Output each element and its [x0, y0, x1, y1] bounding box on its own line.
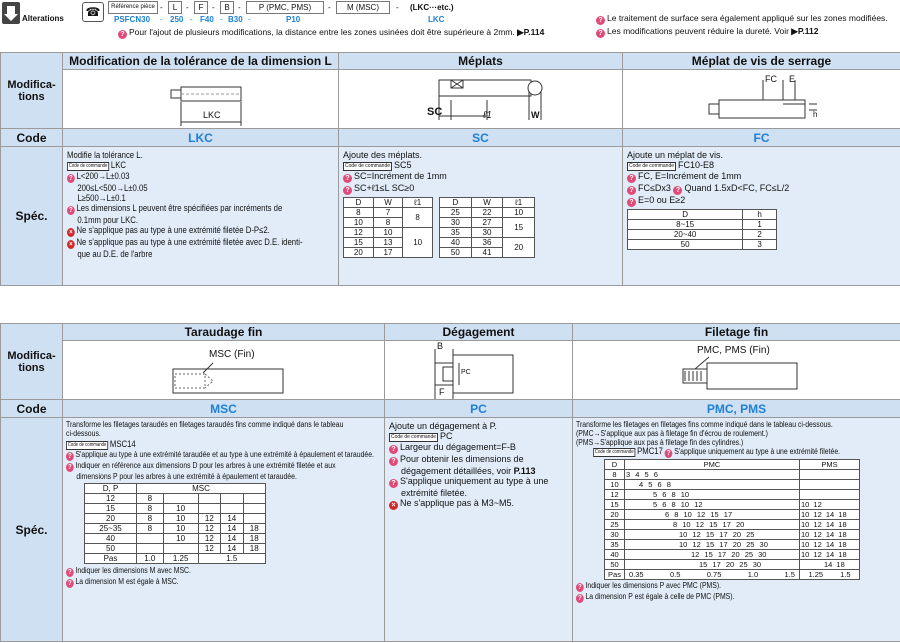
fig-lkc [63, 70, 339, 129]
seg-etc: (LKC···etc.) [410, 3, 454, 12]
ex-b: B30 [228, 15, 243, 24]
note-icon: ? [665, 449, 673, 458]
title-pmc: Filetage fin [573, 324, 900, 341]
note-icon: ? [343, 174, 352, 183]
right-note-1: ? Le traitement de surface sera également appliqué sur les zones modifiées. [596, 13, 888, 25]
see-icon: ▶ [791, 26, 798, 36]
lkc-label: LKC [203, 110, 221, 120]
pmc-table: D PMC PMS 8 3 4 5 6 10 4 5 6 8 12 5 6 8 10 15 5 6 8 10 12 10 12 20 6 8 10 12 15 17 10 12 14 18 25 8 10 12 15 17 20 10 12 14 18 30 10 12 15 17 20 25 10 12 14 18 35 10 12 15 17 20 25 30 10 12 14 18 40 12 15 17 20 25 30 10 12 14 18 50 15 17 20 25 30 14 18 Pas 0.35 0.5 0.75 1.0 1.5 1.25 1.5 [604, 459, 860, 580]
fig-pc [385, 341, 573, 400]
row-code-2: Code [1, 400, 63, 418]
title-msc: Taraudage fin [63, 324, 385, 341]
spec-lkc: Modifie la tolérance L. Code de commande LKC ? L<200→L±0.03 200≤L<500→L±0.05 L≥500→L±0.1 ? Les dimensions L peuvent être spécifiées par incréments de 0.1mm pour LKC. × Ne s'applique pas au type à une extrémité filetée D-P≤2. × Ne s'applique pas au type à une extrémité filetée avec D.E. identi- que au D.E. de l'arbre [63, 147, 339, 286]
ex-part: PSFCN30 [114, 15, 151, 24]
fig-fc [623, 70, 900, 129]
note-icon: ? [66, 579, 74, 588]
note-icon: ? [118, 30, 127, 39]
fig-sc [339, 70, 623, 129]
right-note-2: ? Les modifications peuvent réduire la dureté. Voir ▶P.112 [596, 26, 819, 38]
note-icon: ? [343, 186, 352, 195]
sc-table-left: D W ℓ1 8 7 8 10 8 12 10 10 15 13 20 17 [343, 197, 433, 258]
prohibited-icon: × [67, 228, 75, 237]
code-msc: MSC [63, 400, 385, 418]
spec-sc: Ajoute des méplats. Code de commande SC5 ? SC=Incrément de 1mm ? SC+ℓ1≤L SC≥0 D W ℓ1 8 7 8 10 8 12 10 10 15 13 20 17 D W ℓ1 25 22 10 30 27 15 35 30 40 36 20 50 41 [339, 147, 623, 286]
spec-msc: Transforme les filetages taraudés en filetages taraudés fins comme indiqué dans le tableau ci-dessous. Code de commande MSC14 ? S'applique au type à une extrémité taraudée et au type à une extrémité à épaulement et taraudée. ? Indiquer en référence aux dimensions D pour les arbres à une extrémité filetée et aux dimensions P pour les arbres à une extrémité à épaulement et taraudée. D, P MSC 12 8 15 8 10 20 8 10 12 14 25~35 8 10 12 14 18 40 10 12 14 18 50 12 14 18 Pas 1.0 1.25 1.5 ? Indiquer les dimensions M avec MSC. ? La dimension M est égale à MSC. [63, 418, 385, 642]
note-icon: ? [389, 457, 398, 466]
msc-table: D, P MSC 12 8 15 8 10 20 8 10 12 14 25~35 8 10 12 14 18 40 10 12 14 18 50 12 14 18 Pas 1.0 1.25 1.5 [84, 483, 266, 564]
row-modifications: Modifica-tions [1, 53, 63, 129]
sc-drawing [339, 70, 623, 128]
sc-table-right: D W ℓ1 25 22 10 30 27 15 35 30 40 36 20 50 41 [439, 197, 535, 258]
row-spec: Spéc. [1, 147, 63, 286]
ex-f: F40 [200, 15, 214, 24]
ex-lkc: LKC [428, 15, 445, 24]
b-label: B [437, 341, 444, 351]
w-label: W [531, 110, 540, 120]
title-lkc: Modification de la tolérance de la dimension L [63, 53, 339, 70]
see-icon: ▶ [517, 27, 524, 37]
fig-pmc [573, 341, 900, 400]
note-icon: ? [389, 479, 398, 488]
seg-p: P (PMC, PMS) [246, 1, 324, 14]
header-note: ? Pour l'ajout de plusieurs modifications, la distance entre les zones usinées doit être supérieure à 2mm. ▶P.114 [118, 27, 544, 39]
msc-label: MSC (Fin) [209, 349, 255, 360]
f-label: F [439, 387, 445, 397]
code-lkc: LKC [63, 129, 339, 147]
fc-label: FC [765, 74, 777, 84]
pc-label: PC [461, 369, 471, 376]
fc-drawing [623, 70, 900, 128]
note-icon: ? [67, 206, 75, 215]
note-icon: ? [627, 198, 636, 207]
fc-table: D h 8~15 1 20~40 2 50 3 [627, 209, 777, 250]
seg-b: B [220, 1, 234, 14]
e-label: E [789, 74, 796, 84]
prohibited-icon: × [389, 501, 398, 510]
sc-label: SC [427, 106, 443, 118]
pmc-label: PMC, PMS (Fin) [697, 345, 770, 356]
header: Alterations ☎ Référence pièce - L - F - B - P (PMC, PMS) - M (MSC) - (LKC···etc.) PSFCN30 - 250 - F40 - B30 - P10 LKC ? Pour l'ajout de plusieurs modifications, la distance entre les zones usinées doit être supérieure à 2mm. ▶P.114 ? Le traitement de surface sera également appliqué sur les zones modifiées. ? Les modifications peuvent réduire la dureté. Voir ▶P.112 [0, 0, 900, 50]
alterations-icon [2, 2, 20, 24]
note-icon: ? [389, 445, 398, 454]
note-icon: ? [627, 186, 636, 195]
note-icon: ? [596, 16, 605, 25]
note-icon: ? [66, 568, 74, 577]
title-sc: Méplats [339, 53, 623, 70]
note-icon: ? [673, 186, 682, 195]
spec-fc: Ajoute un méplat de vis. Code de commande FC10-E8 ? FC, E=Incrément de 1mm ? FC≤Dx3 ? Quand 1.5xD<FC, FC≤L/2 ? E=0 ou E≥2 D h 8~15 1 20~40 2 50 3 [623, 147, 900, 286]
l1-label: ℓ1 [483, 110, 492, 121]
code-pmc: PMC, PMS [573, 400, 900, 418]
alterations-label: Alterations [22, 14, 64, 23]
h-label: h [813, 110, 818, 119]
ex-p: P10 [286, 15, 301, 24]
note-icon: ? [596, 29, 605, 38]
prohibited-icon: × [67, 240, 75, 249]
seg-f: F [194, 1, 208, 14]
bottom-table [0, 323, 900, 642]
note-icon: ? [66, 452, 74, 461]
ex-l: 250 [170, 15, 184, 24]
note-icon: ? [67, 174, 75, 183]
lkc-drawing [63, 70, 339, 128]
pc-drawing [385, 341, 573, 399]
row-code: Code [1, 129, 63, 147]
spec-pmc: Transforme les filetages en filetages fins comme indiqué dans le tableau ci-dessous. (PMC→S'applique aux pas à filetage fin d'écrou de roulement.) (PMS→S'applique aux pas à filetage fin des cylindres.) Code de commande PMC17 ? S'applique uniquement au type à une extrémité filetée. D PMC PMS 8 3 4 5 6 10 4 5 6 8 12 5 6 8 10 15 5 6 8 10 12 10 12 20 6 8 10 12 15 17 10 12 14 18 25 8 10 12 15 17 20 10 12 14 18 30 10 12 15 17 20 25 10 12 14 18 35 10 12 15 17 20 25 30 10 12 14 18 40 12 15 17 20 25 30 10 12 14 18 50 15 17 20 25 30 14 18 Pas 0.35 0.5 0.75 1.0 1.5 1.25 1.5 ? Indiquer les dimensions P avec PMC (PMS). ? La dimension P est égale à celle de PMC (PMS). [573, 418, 900, 642]
spec-pc: Ajoute un dégagement à P. Code de commande PC ? Largeur du dégagement=F-B ? Pour obtenir les dimensions de dégagement détaillées, voir P.113 ? S'applique uniquement au type à une extrémité filetée. × Ne s'applique pas à M3~M5. [385, 418, 573, 642]
note-icon: ? [627, 174, 636, 183]
code-sc: SC [339, 129, 623, 147]
title-fc: Méplat de vis de serrage [623, 53, 900, 70]
note-icon: ? [576, 594, 584, 603]
row-spec-2: Spéc. [1, 418, 63, 642]
ref-label: Référence pièce [108, 1, 158, 14]
row-modifications-2: Modifica-tions [1, 324, 63, 400]
title-pc: Dégagement [385, 324, 573, 341]
top-table [0, 52, 900, 286]
fig-msc [63, 341, 385, 400]
phone-icon: ☎ [82, 2, 104, 22]
code-fc: FC [623, 129, 900, 147]
note-icon: ? [576, 583, 584, 592]
seg-l: L [168, 1, 182, 14]
code-pc: PC [385, 400, 573, 418]
note-icon: ? [66, 463, 74, 472]
seg-m: M (MSC) [336, 1, 390, 14]
